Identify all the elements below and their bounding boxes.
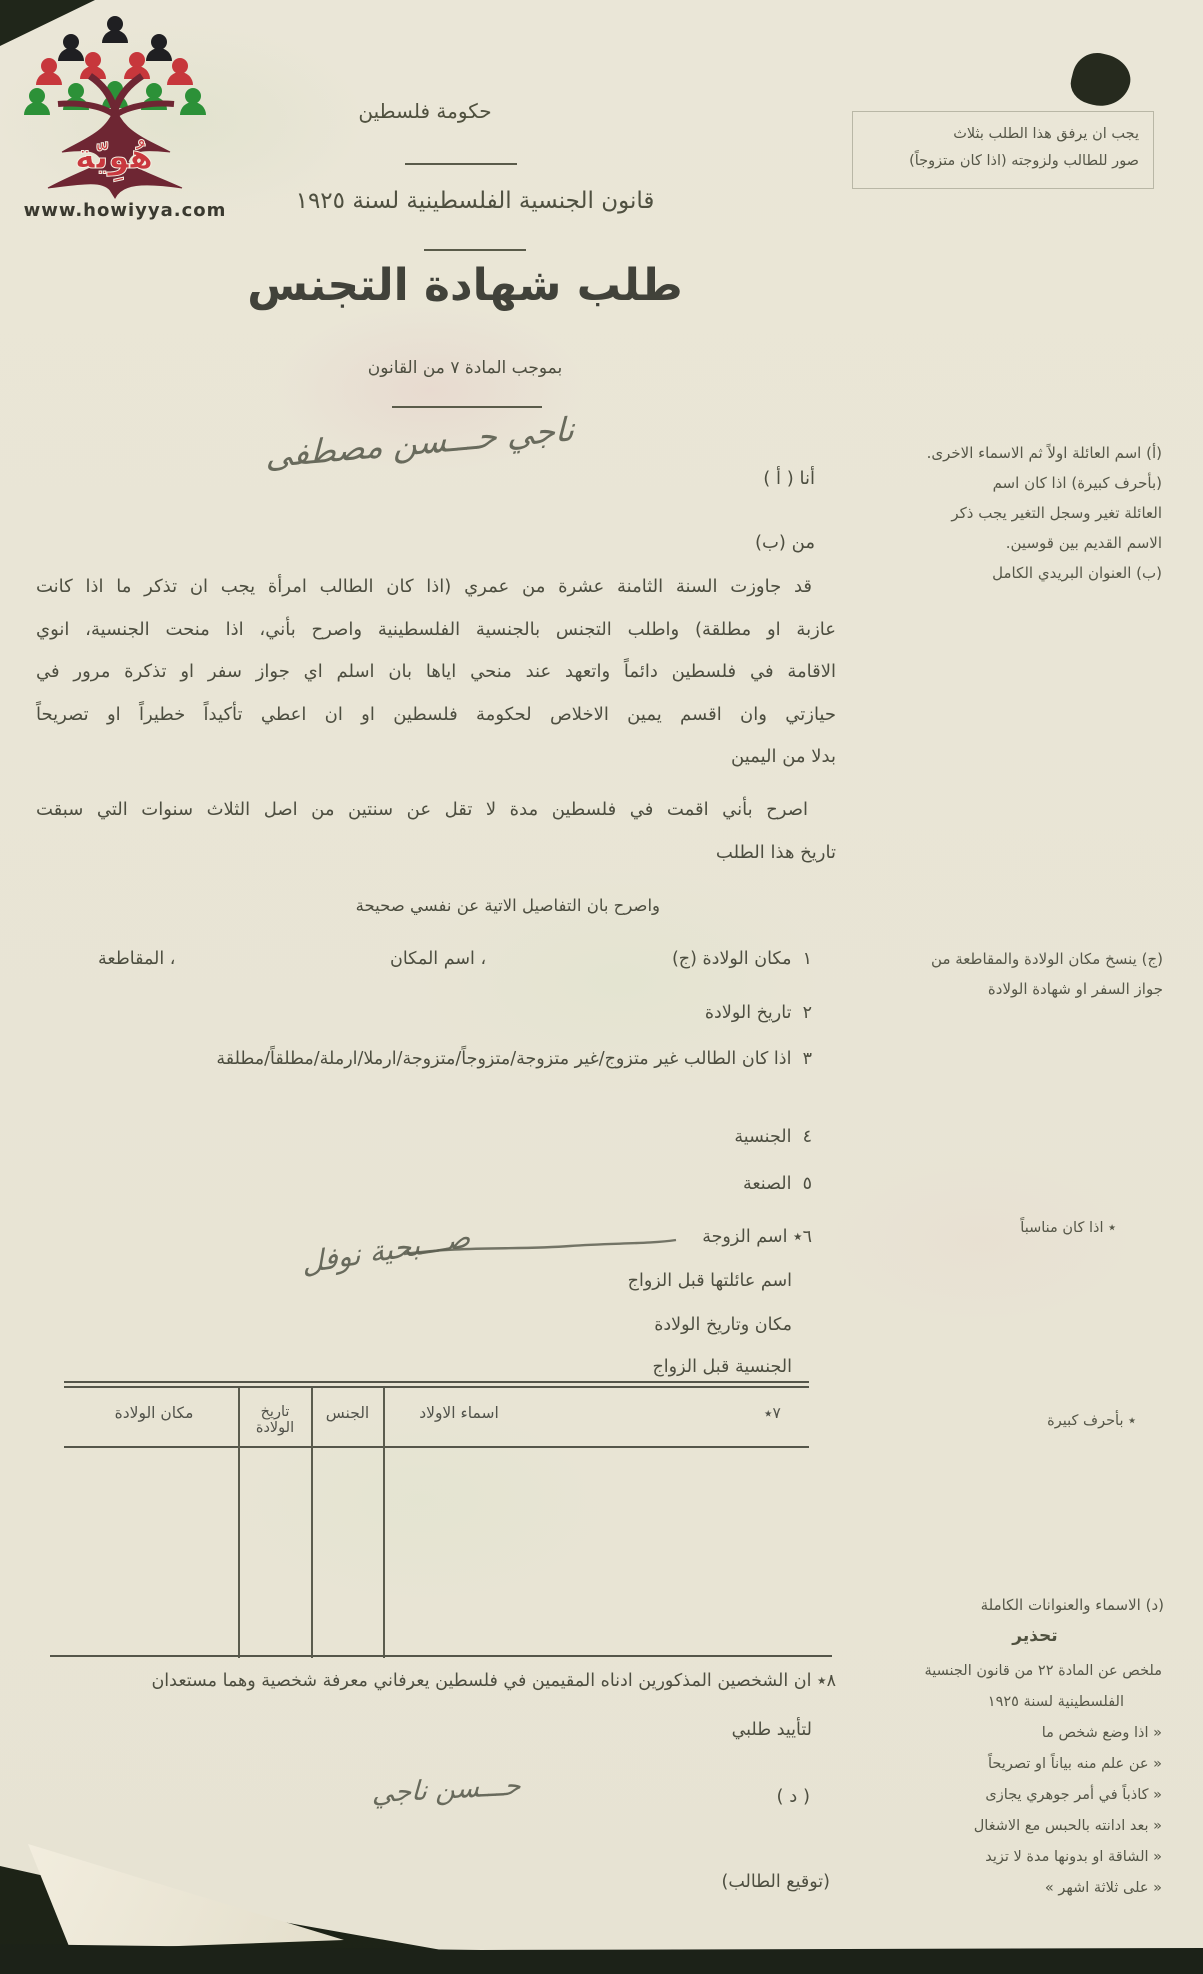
i-am-label: أنا ( أ ) bbox=[763, 468, 815, 489]
item-6-wife-name: ٦٭ اسم الزوجة bbox=[702, 1227, 812, 1247]
residence-paragraph: اصرح بأني اقمت في فلسطين مدة لا تقل عن سنتين من اصل الثلاث سنوات التي سبقت تاريخ هذا الطلب bbox=[36, 799, 836, 863]
scan-bottom-edge bbox=[0, 1944, 1203, 1974]
d-label: ( د ) bbox=[776, 1786, 810, 1807]
divider bbox=[424, 249, 526, 251]
item-1-birthplace: ١ مكان الولادة (ج) ، اسم المكان ، المقاطعة bbox=[98, 949, 812, 969]
warning-title: تحذير bbox=[1012, 1626, 1058, 1646]
col-birthdate: تاريخ الولادة bbox=[255, 1404, 295, 1436]
applicant-signature-handwriting: ناجي حـــسن مصطفى bbox=[265, 409, 575, 476]
divider bbox=[405, 163, 517, 165]
form-title: طلب شهادة التجنس bbox=[247, 260, 683, 311]
logo-word: هُوِيّة bbox=[74, 137, 154, 177]
table-bottom-line bbox=[50, 1655, 832, 1657]
watermark-url: www.howiyya.com bbox=[23, 200, 227, 221]
law-title: قانون الجنسية الفلسطينية لسنة ١٩٢٥ bbox=[295, 188, 655, 214]
item-6-prev-nationality: الجنسية قبل الزواج bbox=[652, 1357, 792, 1377]
note-if-applicable: ٭ اذا كان مناسباً bbox=[1020, 1220, 1116, 1236]
margin-note-c: (ج) ينسخ مكان الولادة والمقاطعة من جواز السفر او شهادة الولادة bbox=[931, 950, 1163, 998]
photo-attachment-note: يجب ان يرفق هذا الطلب بثلاث صور للطالب ولزوجته (اذا كان متزوجاً) bbox=[852, 111, 1154, 189]
details-intro: واصرح بان التفاصيل الاتية عن نفسي صحيحة bbox=[355, 896, 660, 915]
item-6-birth-place-date: مكان وتاريخ الولادة bbox=[654, 1315, 792, 1335]
applicant-signature-label: (توقيع الطالب) bbox=[721, 1872, 830, 1892]
witness-signature-handwriting: حـــسن ناجي bbox=[371, 1770, 522, 1810]
form-subtitle: بموجب المادة ٧ من القانون bbox=[367, 358, 563, 378]
howiyya-logo-icon bbox=[10, 10, 222, 202]
table-top-hairline bbox=[64, 1381, 809, 1383]
from-label: من (ب) bbox=[754, 532, 815, 553]
margin-note-d: (د) الاسماء والعنوانات الكاملة bbox=[980, 1596, 1164, 1614]
declaration-paragraph: قد جاوزت السنة الثامنة عشرة من عمري (اذا كان الطالب امرأة يجب ان تذكر ما اذا كانت عازبة او مطلقة) واطلب التجنس بالجنسية الفلسطينية واصرح بأني، اذا منحت الجنسية، انوي الاقامة في فلسطين دائماً واتعهد عند منحي اياها بان اسلم اي جواز سفر او تذكرة مرور في حيازتي وان اقسم يمين الاخلاص لحكومة فلسطين او ان اعطي تأكيداً خطيراً او تصريحاً بدلا من اليمين bbox=[36, 576, 836, 767]
item-5-occupation: ٥ الصنعة bbox=[742, 1174, 812, 1194]
divider bbox=[392, 406, 542, 408]
col-sex: الجنس bbox=[325, 1404, 370, 1422]
item-6-maiden-name: اسم عائلتها قبل الزواج bbox=[627, 1271, 792, 1291]
folded-page-corner bbox=[26, 1842, 344, 1954]
item-1-place-name: ، اسم المكان bbox=[390, 949, 487, 969]
item-4-nationality: ٤ الجنسية bbox=[734, 1127, 812, 1147]
item-7-number: ٧٭ bbox=[764, 1404, 781, 1422]
government-title: حكومة فلسطين bbox=[358, 99, 492, 123]
wife-name-handwriting: صـــبحية نوفل bbox=[301, 1219, 472, 1281]
table-divider bbox=[383, 1388, 385, 1658]
item-8-witnesses: ٨٭ ان الشخصين المذكورين ادناه المقيمين في فلسطين يعرفاني معرفة شخصية وهما مستعدان bbox=[151, 1671, 836, 1691]
warning-text: ملخص عن المادة ٢٢ من قانون الجنسية الفلسطينية لسنة ١٩٢٥ « اذا وضع شخص ما « عن علم منه بياناً او تصريحاً « كاذباً في أمر جوهري يجازى « بعد ادانته بالحبس مع الاشغال « الشاقة او بدونها مدة لا تزيد « على ثلاثة اشهر » bbox=[924, 1663, 1162, 1896]
children-table-header bbox=[64, 1388, 809, 1448]
item-3-marital-status: ٣ اذا كان الطالب غير متزوج/غير متزوجة/متزوجاً/متزوجة/ارملا/ارملة/مطلقاً/مطلقة bbox=[216, 1049, 812, 1069]
note-capital-letters: ٭ بأحرف كبيرة bbox=[1047, 1413, 1136, 1429]
col-birthplace: مكان الولادة bbox=[114, 1404, 194, 1422]
col-children-names: اسماء الاولاد bbox=[419, 1404, 499, 1422]
item-1-district: ، المقاطعة bbox=[98, 949, 176, 969]
item-2-birthdate: ٢ تاريخ الولادة bbox=[704, 1003, 812, 1023]
ink-blot bbox=[1067, 48, 1136, 112]
table-divider bbox=[311, 1388, 313, 1658]
children-table bbox=[64, 1386, 809, 1658]
scanned-form-page: هُوِيّة www.howiyya.com حكومة فلسطين قانون الجنسية الفلسطينية لسنة ١٩٢٥ طلب شهادة التجنس بموجب المادة ٧ من القانون يجب ان يرفق هذا الطلب بثلاث صور للطالب ولزوجته (اذا كان متزوجاً) (أ) اسم العائلة اولاً ثم الاسماء الاخرى. (بأحرف كبيرة) اذا كان اسم العائلة تغير وسجل التغير يجب ذكر الاسم القديم بين قوسين. (ب) العنوان البريدي الكامل (ج) ينسخ مكان الولادة والمقاطعة من جواز السفر او شهادة الولادة ٭ اذا كان مناسباً ٭ بأحرف كبيرة (د) الاسماء والعنوانات الكاملة تحذير ملخص عن المادة ٢٢ من قانون الجنسية الفلسطينية لسنة ١٩٢٥ « اذا وضع شخص ما « عن علم منه بياناً او تصريحاً « كاذباً في أمر جوهري يجازى « بعد ادانته بالحبس مع الاشغال « الشاقة او بدونها مدة لا تزيد « على ثلاثة اشهر » ناجي حـــسن مصطفى أنا ( أ ) من (ب) قد جاوزت السنة الثامنة عشرة من عمري (اذا كان الطالب امرأة يجب ان تذكر ما اذا كانت عازبة او مطلقة) واطلب التجنس بالجنسية الفلسطينية واصرح بأني، اذا منحت الجنسية، انوي الاقامة في فلسطين دائماً واتعهد عند منحي اياها بان اسلم اي جواز سفر او تذكرة مرور في حيازتي وان اقسم يمين الاخلاص لحكومة فلسطين او ان اعطي تأكيداً خطيراً او تصريحاً بدلا من اليمين اصرح بأني اقمت في فلسطين مدة لا تقل عن سنتين من اصل الثلاث سنوات التي سبقت تاريخ هذا الطلب واصرح بان التفاصيل الاتية عن نفسي صحيحة ١ مكان الولادة (ج) ، اسم المكان ، المقاطعة ٢ تاريخ الولادة ٣ اذا كان الطالب غير متزوج/غير متزوجة/متزوجاً/متزوجة/ارملا/ارملة/مطلقاً/مطلقة ٤ الجنسية ٥ الصنعة ٦٭ اسم الزوجة صـــبحية نوفل اسم عائلتها قبل الزواج مكان وتاريخ الولادة الجنسية قبل الزواج مكان الولادة تاريخ الولادة الجنس اسماء الاولاد ٧٭ ٨٭ ان الشخصين المذكورين ادناه المقيمين في فلسطين يعرفاني معرفة شخصية وهما مستعدان لتأييد طلبي حـــسن ناجي ( د ) (توقيع الطالب) bbox=[0, 0, 1203, 1974]
table-divider bbox=[238, 1388, 240, 1658]
margin-note-a: (أ) اسم العائلة اولاً ثم الاسماء الاخرى. (بأحرف كبيرة) اذا كان اسم العائلة تغير وسجل التغير يجب ذكر الاسم القديم بين قوسين. bbox=[926, 444, 1162, 552]
margin-note-b: (ب) العنوان البريدي الكامل bbox=[992, 564, 1162, 582]
